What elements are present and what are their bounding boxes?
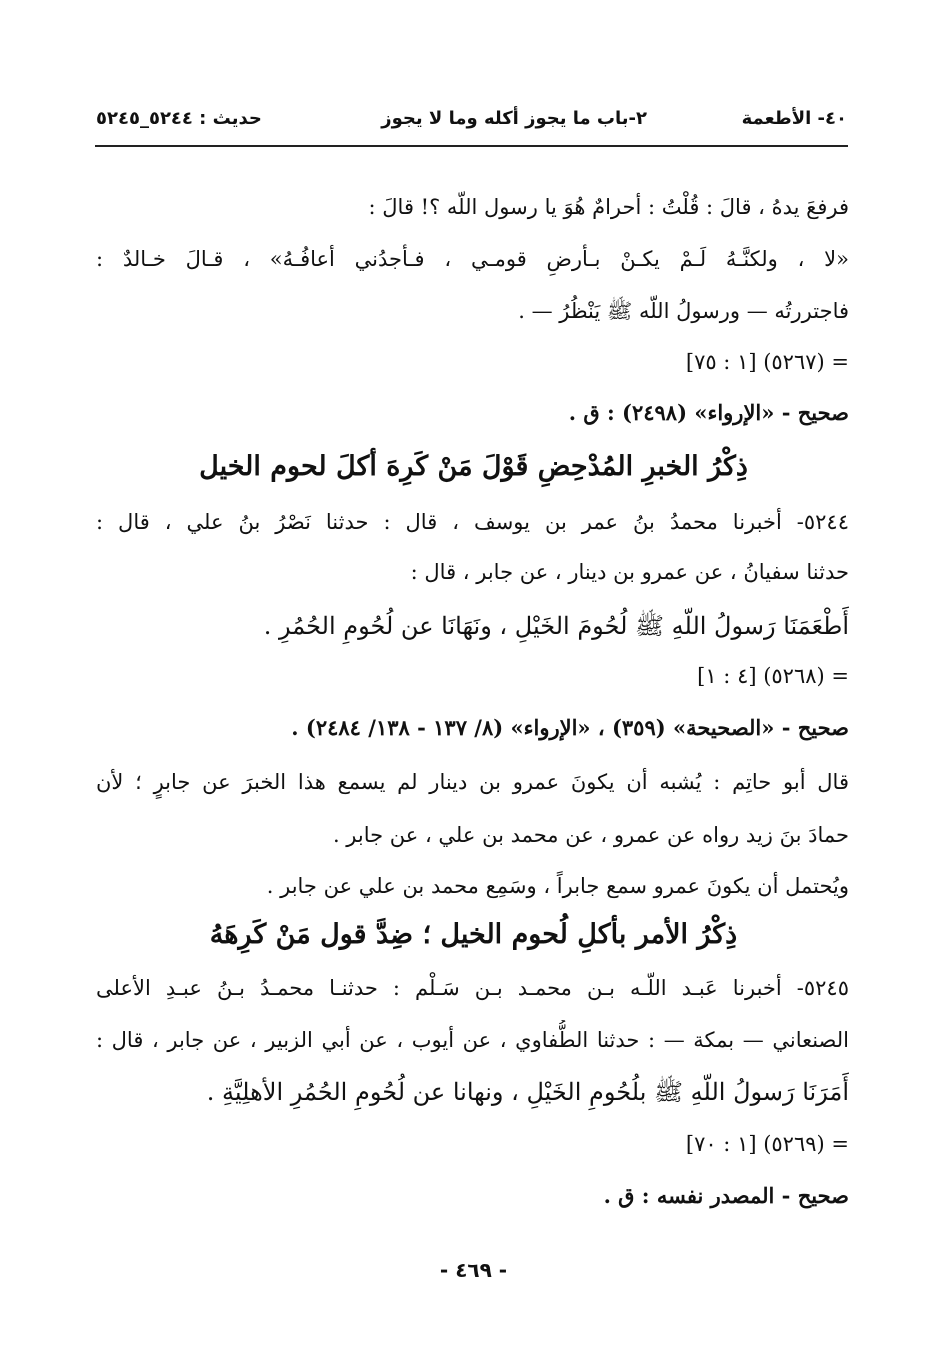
grading-line: صحيح - «الصحيحة» (٣٥٩) ، «الإرواء» (٨/ ١٣٧ - ١٣٨/ ٢٤٨٤) . <box>291 715 849 740</box>
grading-line: صحيح - المصدر نفسه : ق . <box>603 1183 849 1208</box>
header-divider <box>95 145 848 147</box>
cross-reference: = (٥٢٦٩) [١ : ٧٠] <box>685 1132 849 1156</box>
hadith-isnad-line: الصنعاني — بمكة — : حدثنا الطُّفاوي ، عن أيوب ، عن أبي الزبير ، عن جابر ، قال : <box>96 1028 849 1052</box>
hadith-isnad-line: حدثنا سفيانُ ، عن عمرو بن دينار ، عن جابر ، قال : <box>410 560 849 584</box>
hadith-matn: أَطْعَمَنَا رَسولُ اللّهِ ﷺ لُحُومَ الخَيْلِ ، ونَهَانَا عن لُحُومِ الحُمُرِ . <box>263 612 849 640</box>
cross-reference: = (٥٢٦٨) [٤ : ١] <box>697 664 849 688</box>
hadith-isnad-line: ٥٢٤٤- أخبرنا محمدُ بنُ عمر بن يوسف ، قال : حدثنا نَصْرُ بنُ علي ، قال : <box>96 510 849 534</box>
cross-reference: = (٥٢٦٧) [١ : ٧٥] <box>685 350 849 374</box>
commentary-line: حمادَ بنَ زيد رواه عن عمرو ، عن محمد بن علي ، عن جابر . <box>332 823 849 847</box>
section-heading: ذِكْرُ الخبرِ المُدْحِضِ قَوْلَ مَنْ كَرِهَ أكلَ لحوم الخيل <box>199 451 748 482</box>
commentary-line: قال أبو حاتِم : يُشبه أن يكونَ عمرو بن دينار لم يسمع هذا الخبرَ عن جابرٍ ؛ لأن <box>96 770 849 794</box>
section-heading: ذِكْرُ الأمر بأكلِ لُحوم الخيل ؛ ضِدَّ قول مَنْ كَرِهَهُ <box>209 919 738 950</box>
commentary-line: ويُحتمل أن يكونَ عمرو سمع جابراً ، وسَمِع محمد بن علي عن جابر . <box>266 874 849 898</box>
hadith-isnad-line: ٥٢٤٥- أخبرنا عَبـد اللّـه بـن محمـد بـن سَـلْم : حدثنـا محمـدُ بـنُ عبـدِ الأعلى <box>96 976 849 1000</box>
hadith-range: حديث : ٥٢٤٤_٥٢٤٥ <box>96 108 262 129</box>
chapter-title: ٤٠- الأطعمة <box>741 108 847 129</box>
page-number: - ٤٦٩ - <box>439 1258 508 1282</box>
text-line: «لا ، ولكنَّـهُ لَـمْ يكـنْ بـأرضِ قومـي ، فـأجدُني أعافُـهُ» ، قـالَ خـالدٌ : <box>96 247 849 271</box>
hadith-matn: أَمَرَنَا رَسولُ اللّهِ ﷺ بلُحُومِ الخَيْلِ ، ونهانا عن لُحُومِ الحُمُرِ الأهلِيَّةِ . <box>206 1078 849 1106</box>
grading-line: صحيح - «الإرواء» (٢٤٩٨) : ق . <box>568 400 849 425</box>
text-line: فاجتررتُه — ورسولُ اللّه ﷺ يَنْظُرُ — . <box>518 299 849 323</box>
text-line: فرفعَ يدهُ ، قالَ : قُلْتُ : أحرامٌ هُوَ يا رسول اللّه ؟! قالَ : <box>368 195 849 219</box>
section-title: ٢-باب ما يجوز أكله وما لا يجوز <box>381 108 647 129</box>
